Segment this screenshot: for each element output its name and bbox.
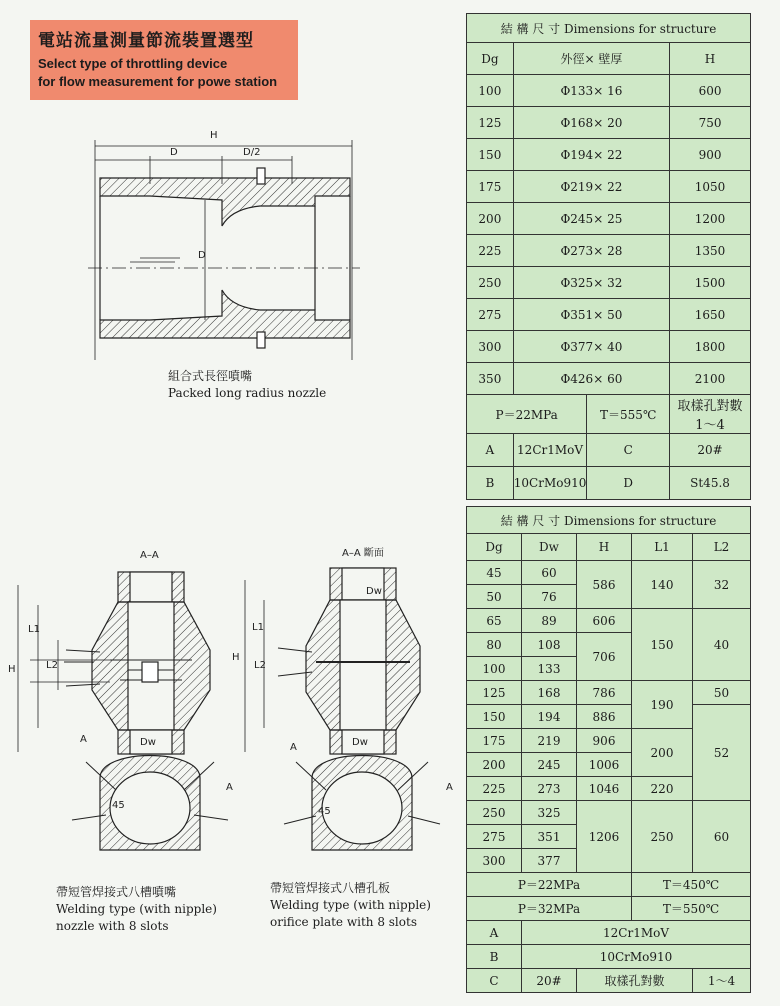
table-row: 200 245 1006 <box>467 753 751 777</box>
page-title-en-line2: for flow measurement for powe station <box>38 74 278 89</box>
nozzle-caption-en: Packed long radius nozzle <box>168 386 327 400</box>
table1-col-h: H <box>670 43 751 75</box>
table-row: 125 168 786 190 50 <box>467 681 751 705</box>
table2-material-c-row: C 20# 取樣孔對數 1～4 <box>467 969 751 993</box>
page-title-en-line1: Select type of throttling device <box>38 56 228 71</box>
weld-orifice-caption-en2: orifice plate with 8 slots <box>270 915 417 929</box>
page-title-zh: 電站流量測量節流裝置選型 <box>38 31 254 51</box>
nozzle-caption-zh: 組合式長徑噴嘴 <box>168 369 253 383</box>
mark-a-left: A <box>80 734 87 745</box>
table2-conditions-row-2: P＝32MPa T＝550℃ <box>467 897 751 921</box>
weld-orifice-caption-en1: Welding type (with nipple) <box>270 898 431 912</box>
table2-col-dg: Dg <box>467 534 522 561</box>
mark-a-right: A <box>290 742 297 753</box>
table1-col-dg: Dg <box>467 43 514 75</box>
table-row: 300 377 <box>467 849 751 873</box>
weld-nozzle-caption-zh: 帶短管焊接式八槽噴嘴 <box>56 885 177 899</box>
table-row: 200 Φ245× 25 1200 <box>467 203 751 235</box>
dim-label-l1-right: L1 <box>252 622 264 633</box>
table-row: 175 219 906 200 <box>467 729 751 753</box>
table-row: 100 Φ133× 16 600 <box>467 75 751 107</box>
nozzle-drawing <box>88 140 360 360</box>
table-row: 275 351 <box>467 825 751 849</box>
dimensions-table-welding <box>466 506 751 993</box>
table-row: 175 Φ219× 22 1050 <box>467 171 751 203</box>
table1-material-row-1: A 12Cr1MoV C 20# <box>467 434 751 467</box>
dim-label-l1-left: L1 <box>28 624 40 635</box>
table-row: 45 60 586 140 32 <box>467 561 751 585</box>
weld-nozzle-caption-en2: nozzle with 8 slots <box>56 919 169 933</box>
table-row: 250 325 1206 250 60 <box>467 801 751 825</box>
dim-label-h-left: H <box>8 664 16 675</box>
table-row: 125 Φ168× 20 750 <box>467 107 751 139</box>
weld-nozzle-caption-en1: Welding type (with nipple) <box>56 902 217 916</box>
table1-material-row-2: B 10CrMo910 D St45.8 <box>467 467 751 500</box>
weld-orifice-caption <box>270 880 431 931</box>
dim-label-l2-right: L2 <box>254 660 266 671</box>
dim-label-d-top: D <box>170 147 178 158</box>
table-row: 250 Φ325× 32 1500 <box>467 267 751 299</box>
mark-a-right-2: A <box>446 782 453 793</box>
welding-orifice-drawing <box>245 568 440 850</box>
table2-col-l2: L2 <box>693 534 751 561</box>
table-row: 150 194 886 52 <box>467 705 751 729</box>
dim-label-d-half: D/2 <box>243 147 261 158</box>
section-aa-right: A–A 斷面 <box>342 548 384 559</box>
table2-material-a-row: A 12Cr1MoV <box>467 921 751 945</box>
table2-col-l1: L1 <box>632 534 693 561</box>
table1-col-od: 外徑× 壁厚 <box>513 43 669 75</box>
dim-label-h-right: H <box>232 652 240 663</box>
section-aa-left: A–A <box>140 550 159 561</box>
nozzle-caption <box>168 368 326 402</box>
table2-col-dw: Dw <box>522 534 577 561</box>
dim-label-dw-left: Dw <box>140 737 156 748</box>
mark-a-left-2: A <box>226 782 233 793</box>
table-row: 300 Φ377× 40 1800 <box>467 331 751 363</box>
weld-orifice-caption-zh: 帶短管焊接式八槽孔板 <box>270 881 391 895</box>
table-row: 225 Φ273× 28 1350 <box>467 235 751 267</box>
table-row: 100 133 <box>467 657 751 681</box>
table-row: 275 Φ351× 50 1650 <box>467 299 751 331</box>
dim-label-l2-left: L2 <box>46 660 58 671</box>
dim-label-dw-top: Dw <box>366 586 382 597</box>
table-row: 150 Φ194× 22 900 <box>467 139 751 171</box>
table2-col-h: H <box>577 534 632 561</box>
dim-label-h: H <box>210 130 218 141</box>
table-row: 65 89 606 150 40 <box>467 609 751 633</box>
table-row: 50 76 <box>467 585 751 609</box>
table1-title: 結 構 尺 寸 Dimensions for structure <box>467 14 751 43</box>
angle-45-left: 45 <box>112 800 125 811</box>
table2-title: 結 構 尺 寸 Dimensions for structure <box>467 507 751 534</box>
table2-conditions-row-1: P＝22MPa T＝450℃ <box>467 873 751 897</box>
table2-material-b-row: B 10CrMo910 <box>467 945 751 969</box>
dimensions-table-nozzle <box>466 13 751 500</box>
table-row: 225 273 1046 220 <box>467 777 751 801</box>
dim-label-dw-right: Dw <box>352 737 368 748</box>
table-row: 350 Φ426× 60 2100 <box>467 363 751 395</box>
table1-conditions-row: P＝22MPa T＝555℃ 取樣孔對數 1～4 <box>467 395 751 434</box>
weld-nozzle-caption <box>56 884 217 935</box>
table-row: 80 108 706 <box>467 633 751 657</box>
dim-label-d-vertical: D <box>198 250 206 261</box>
angle-45-right: 45 <box>318 806 331 817</box>
